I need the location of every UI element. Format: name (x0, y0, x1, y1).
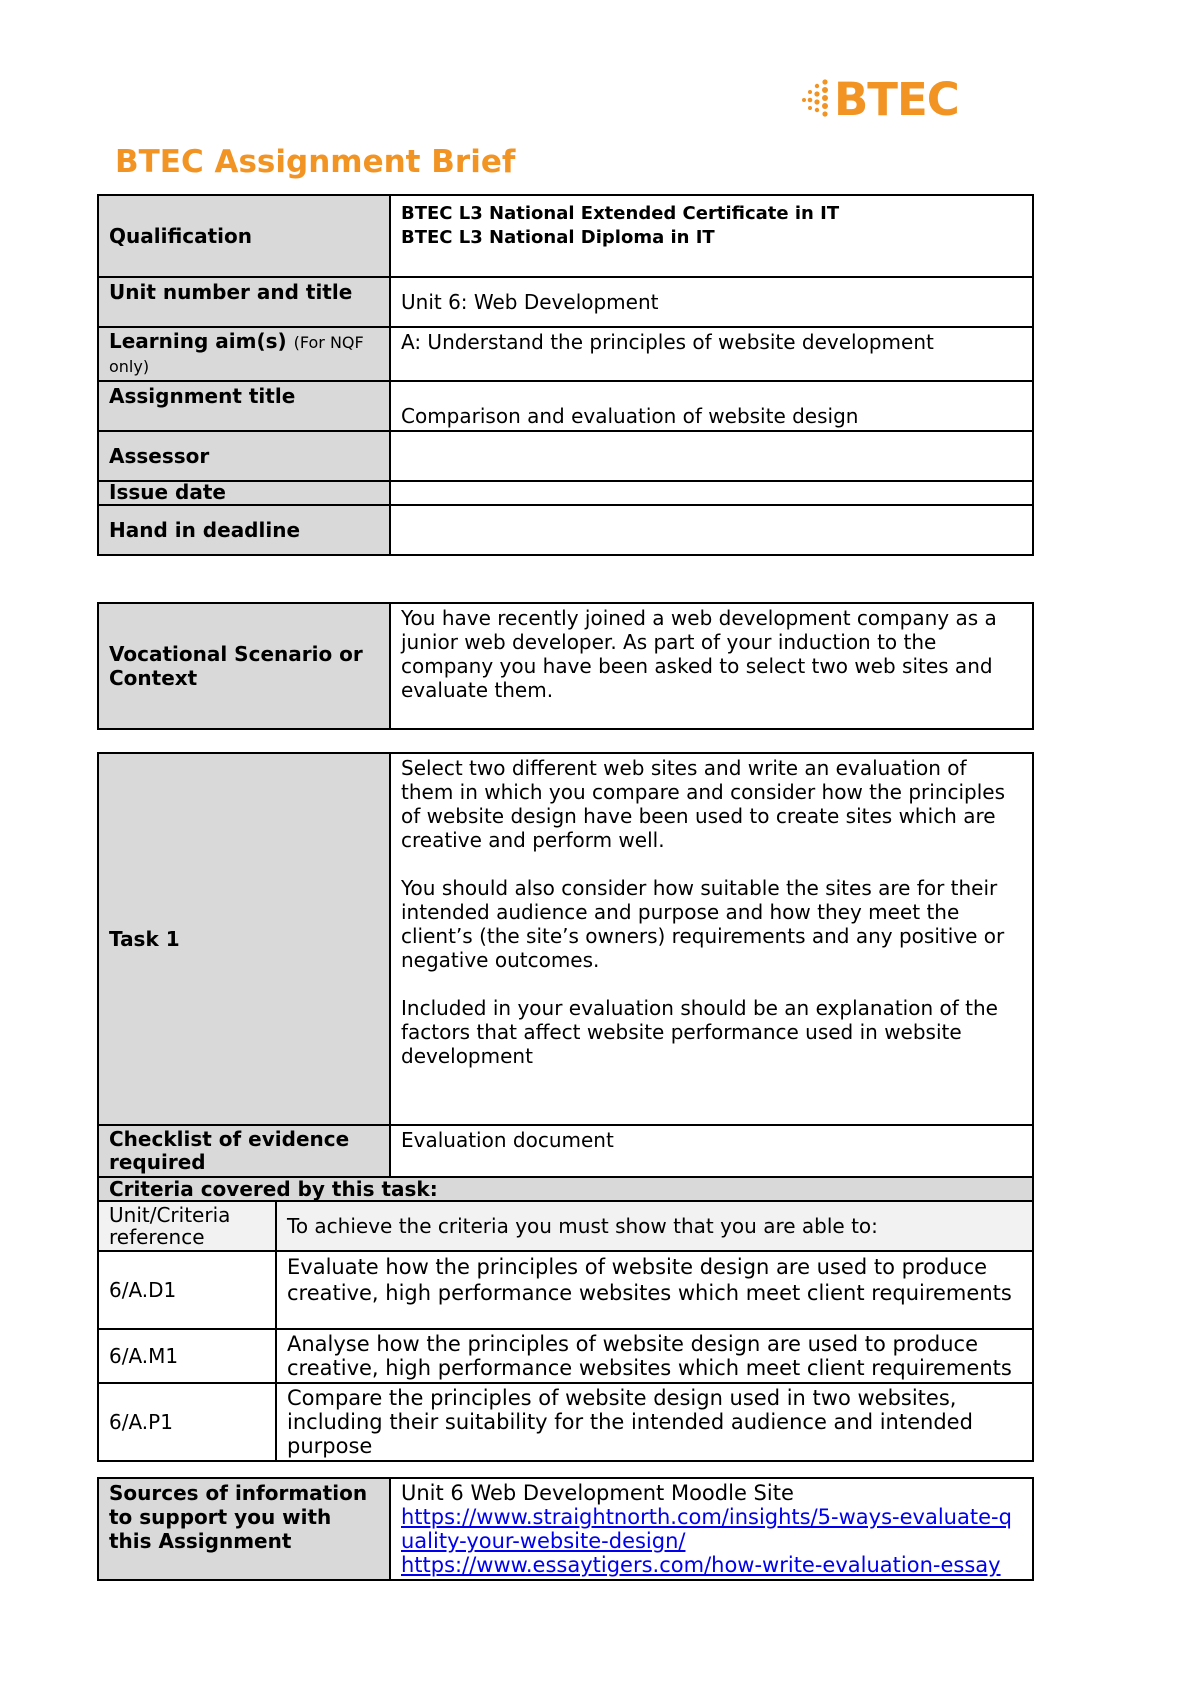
task-paragraph-1: Select two different web sites and write an evaluation of them in which you compare and consider how the principles of website design have been used to create sites which are creative and perform well. (401, 756, 1006, 852)
sources-label: Sources of information to support you with this Assignment (98, 1478, 390, 1580)
aim-label-text: Learning aim(s) (109, 329, 287, 353)
issue-date-value (390, 481, 1033, 505)
sources-table (97, 1477, 1034, 1581)
sources-value (390, 1478, 1033, 1580)
source-link-essaytigers[interactable]: https://www.essaytigers.com/how-write-evaluation-essay (401, 1553, 1001, 1577)
criteria-text: Compare the principles of website design used in two websites, including their suitability for the intended audience and intended purpose (276, 1383, 1033, 1461)
unit-value: Unit 6: Web Development (390, 277, 1033, 327)
task-paragraph-2: You should also consider how suitable the sites are for their intended audience and purpose and how they meet the client’s (the site’s owners) requirements and any positive or negative outcomes. (401, 876, 1005, 972)
scenario-label: Vocational Scenario or Context (98, 603, 390, 729)
aim-value: A: Understand the principles of website development (390, 327, 1033, 381)
criteria-header: Criteria covered by this task: (98, 1177, 1033, 1201)
deadline-label: Hand in deadline (98, 505, 390, 555)
qualification-label: Qualification (98, 195, 390, 277)
source-link-straightnorth[interactable]: https://www.straightnorth.com/insights/5-ways-evaluate-quality-your-website-design/ (401, 1505, 1012, 1553)
task-paragraph-3: Included in your evaluation should be an explanation of the factors that affect website performance used in website development (401, 996, 998, 1068)
logo-text: BTEC (834, 73, 959, 126)
checklist-value: Evaluation document (390, 1125, 1033, 1177)
qualification-line-1: BTEC L3 National Extended Certificate in IT (401, 203, 840, 224)
criteria-ref-header: Unit/Criteria reference (98, 1201, 276, 1251)
task-table (97, 752, 1034, 1462)
criteria-text-header: To achieve the criteria you must show that you are able to: (276, 1201, 1033, 1251)
assignment-title-value: Comparison and evaluation of website design (390, 381, 1033, 431)
scenario-text: You have recently joined a web development company as a junior web developer. As part of your induction to the company you have been asked to select two web sites and evaluate them. (390, 603, 1033, 729)
task-description (390, 753, 1033, 1125)
qualification-line-2: BTEC L3 National Diploma in IT (401, 227, 715, 248)
table-row (98, 1383, 1033, 1461)
aim-note: (For NQF only) (109, 333, 364, 376)
criteria-ref: 6/A.M1 (98, 1329, 276, 1383)
issue-date-label: Issue date (98, 481, 390, 505)
sources-moodle-line: Unit 6 Web Development Moodle Site (401, 1481, 794, 1505)
aim-label (98, 327, 390, 381)
table-row (98, 1329, 1033, 1383)
deadline-value (390, 505, 1033, 555)
criteria-text: Evaluate how the principles of website design are used to produce creative, high performance websites which meet client requirements (276, 1251, 1033, 1329)
checklist-label: Checklist of evidence required (98, 1125, 390, 1177)
criteria-text: Analyse how the principles of website design are used to produce creative, high performance websites which meet client requirements (276, 1329, 1033, 1383)
assessor-value (390, 431, 1033, 481)
qualification-value (390, 195, 1033, 277)
assignment-title-label: Assignment title (98, 381, 390, 431)
criteria-ref: 6/A.D1 (98, 1251, 276, 1329)
table-row (98, 1251, 1033, 1329)
unit-label: Unit number and title (98, 277, 390, 327)
task-label: Task 1 (98, 753, 390, 1125)
assessor-label: Assessor (98, 431, 390, 481)
scenario-table (97, 602, 1034, 730)
criteria-ref: 6/A.P1 (98, 1383, 276, 1461)
page-title: BTEC Assignment Brief (115, 144, 516, 180)
details-table (97, 194, 1034, 556)
